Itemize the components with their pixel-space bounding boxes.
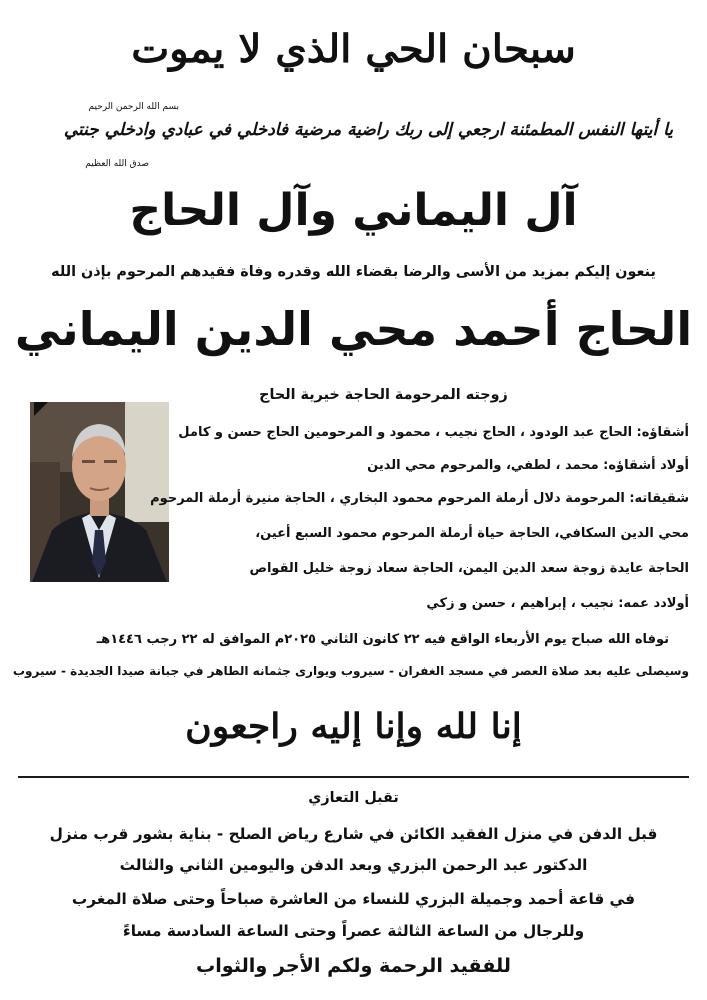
announcement-text: ينعون إليكم بمزيد من الأسى والرضا بقضاء الله وقدره وفاة فقيدهم المرحوم بإذن الله	[51, 264, 656, 280]
relatives-line: أولاد أشقاؤه: محمد ، لطفي، والمرحوم محي الدين	[367, 458, 689, 473]
wife-line: زوجته المرحومة الحاجة خيرية الحاج	[259, 387, 508, 403]
funeral-prayer-line: وسيصلى عليه بعد صلاة العصر في مسجد الغفران - سيروب ويوارى جثمانه الطاهر في جبانة صيدا الجديدة - سيروب	[12, 664, 689, 678]
death-date-line: توفاه الله صباح يوم الأربعاء الواقع فيه ٢٢ كانون الثاني ٢٠٢٥م الموافق له ٢٢ رجب ١٤٤٦هـ	[96, 632, 669, 647]
deceased-photo	[30, 402, 169, 582]
condolences-line: وللرجال من الساعة الثالثة عصراً وحتى الساعة السادسة مساءً	[122, 922, 585, 940]
relatives-line: محي الدين السكافي، الحاجة حياة أرملة المرحوم محمود السبع أعين،	[255, 526, 689, 541]
condolences-closing: للفقيد الرحمة ولكم الأجر والثواب	[196, 954, 511, 977]
basmala: بسم الله الرحمن الرحيم	[88, 102, 179, 112]
header-calligraphy: سبحان الحي الذي لا يموت	[131, 27, 576, 72]
families-title: آل اليماني وآل الحاج	[129, 185, 578, 236]
condolences-line: في قاعة أحمد وجميلة البزري للنساء من العاشرة صباحاً وحتى صلاة المغرب	[71, 890, 636, 908]
relatives-line: أشقاؤه: الحاج عبد الودود ، الحاج نجيب ، محمود و المرحومين الحاج حسن و كامل	[178, 425, 689, 440]
portrait-icon	[30, 402, 169, 582]
condolences-title: تقبل التعازي	[308, 790, 399, 806]
deceased-name: الحاج أحمد محي الدين اليماني	[14, 302, 693, 356]
relatives-line: شقيقاته: المرحومة دلال أرملة المرحوم محمود البخاري ، الحاجة منيرة أرملة المرحوم	[150, 491, 689, 506]
condolences-line: الدكتور عبد الرحمن البزري وبعد الدفن واليومين الثاني والثالث	[119, 856, 588, 874]
verse-end: صدق الله العظيم	[85, 159, 149, 169]
divider	[18, 776, 689, 778]
condolences-line: قبل الدفن في منزل الفقيد الكائن في شارع رياض الصلح - بناية بشور قرب منزل	[49, 825, 658, 843]
quran-verse: يا أيتها النفس المطمئنة ارجعي إلى ربك راضية مرضية فادخلي في عبادي وادخلي جنتي	[63, 120, 673, 140]
closing-calligraphy: إنا لله وإنا إليه راجعون	[185, 707, 522, 747]
relatives-line: الحاجة عايدة زوجة سعد الدين اليمن، الحاجة سعاد زوجة خليل القواص	[249, 561, 689, 576]
relatives-line: أولادد عمه: نجيب ، إبراهيم ، حسن و زكي	[426, 596, 689, 611]
